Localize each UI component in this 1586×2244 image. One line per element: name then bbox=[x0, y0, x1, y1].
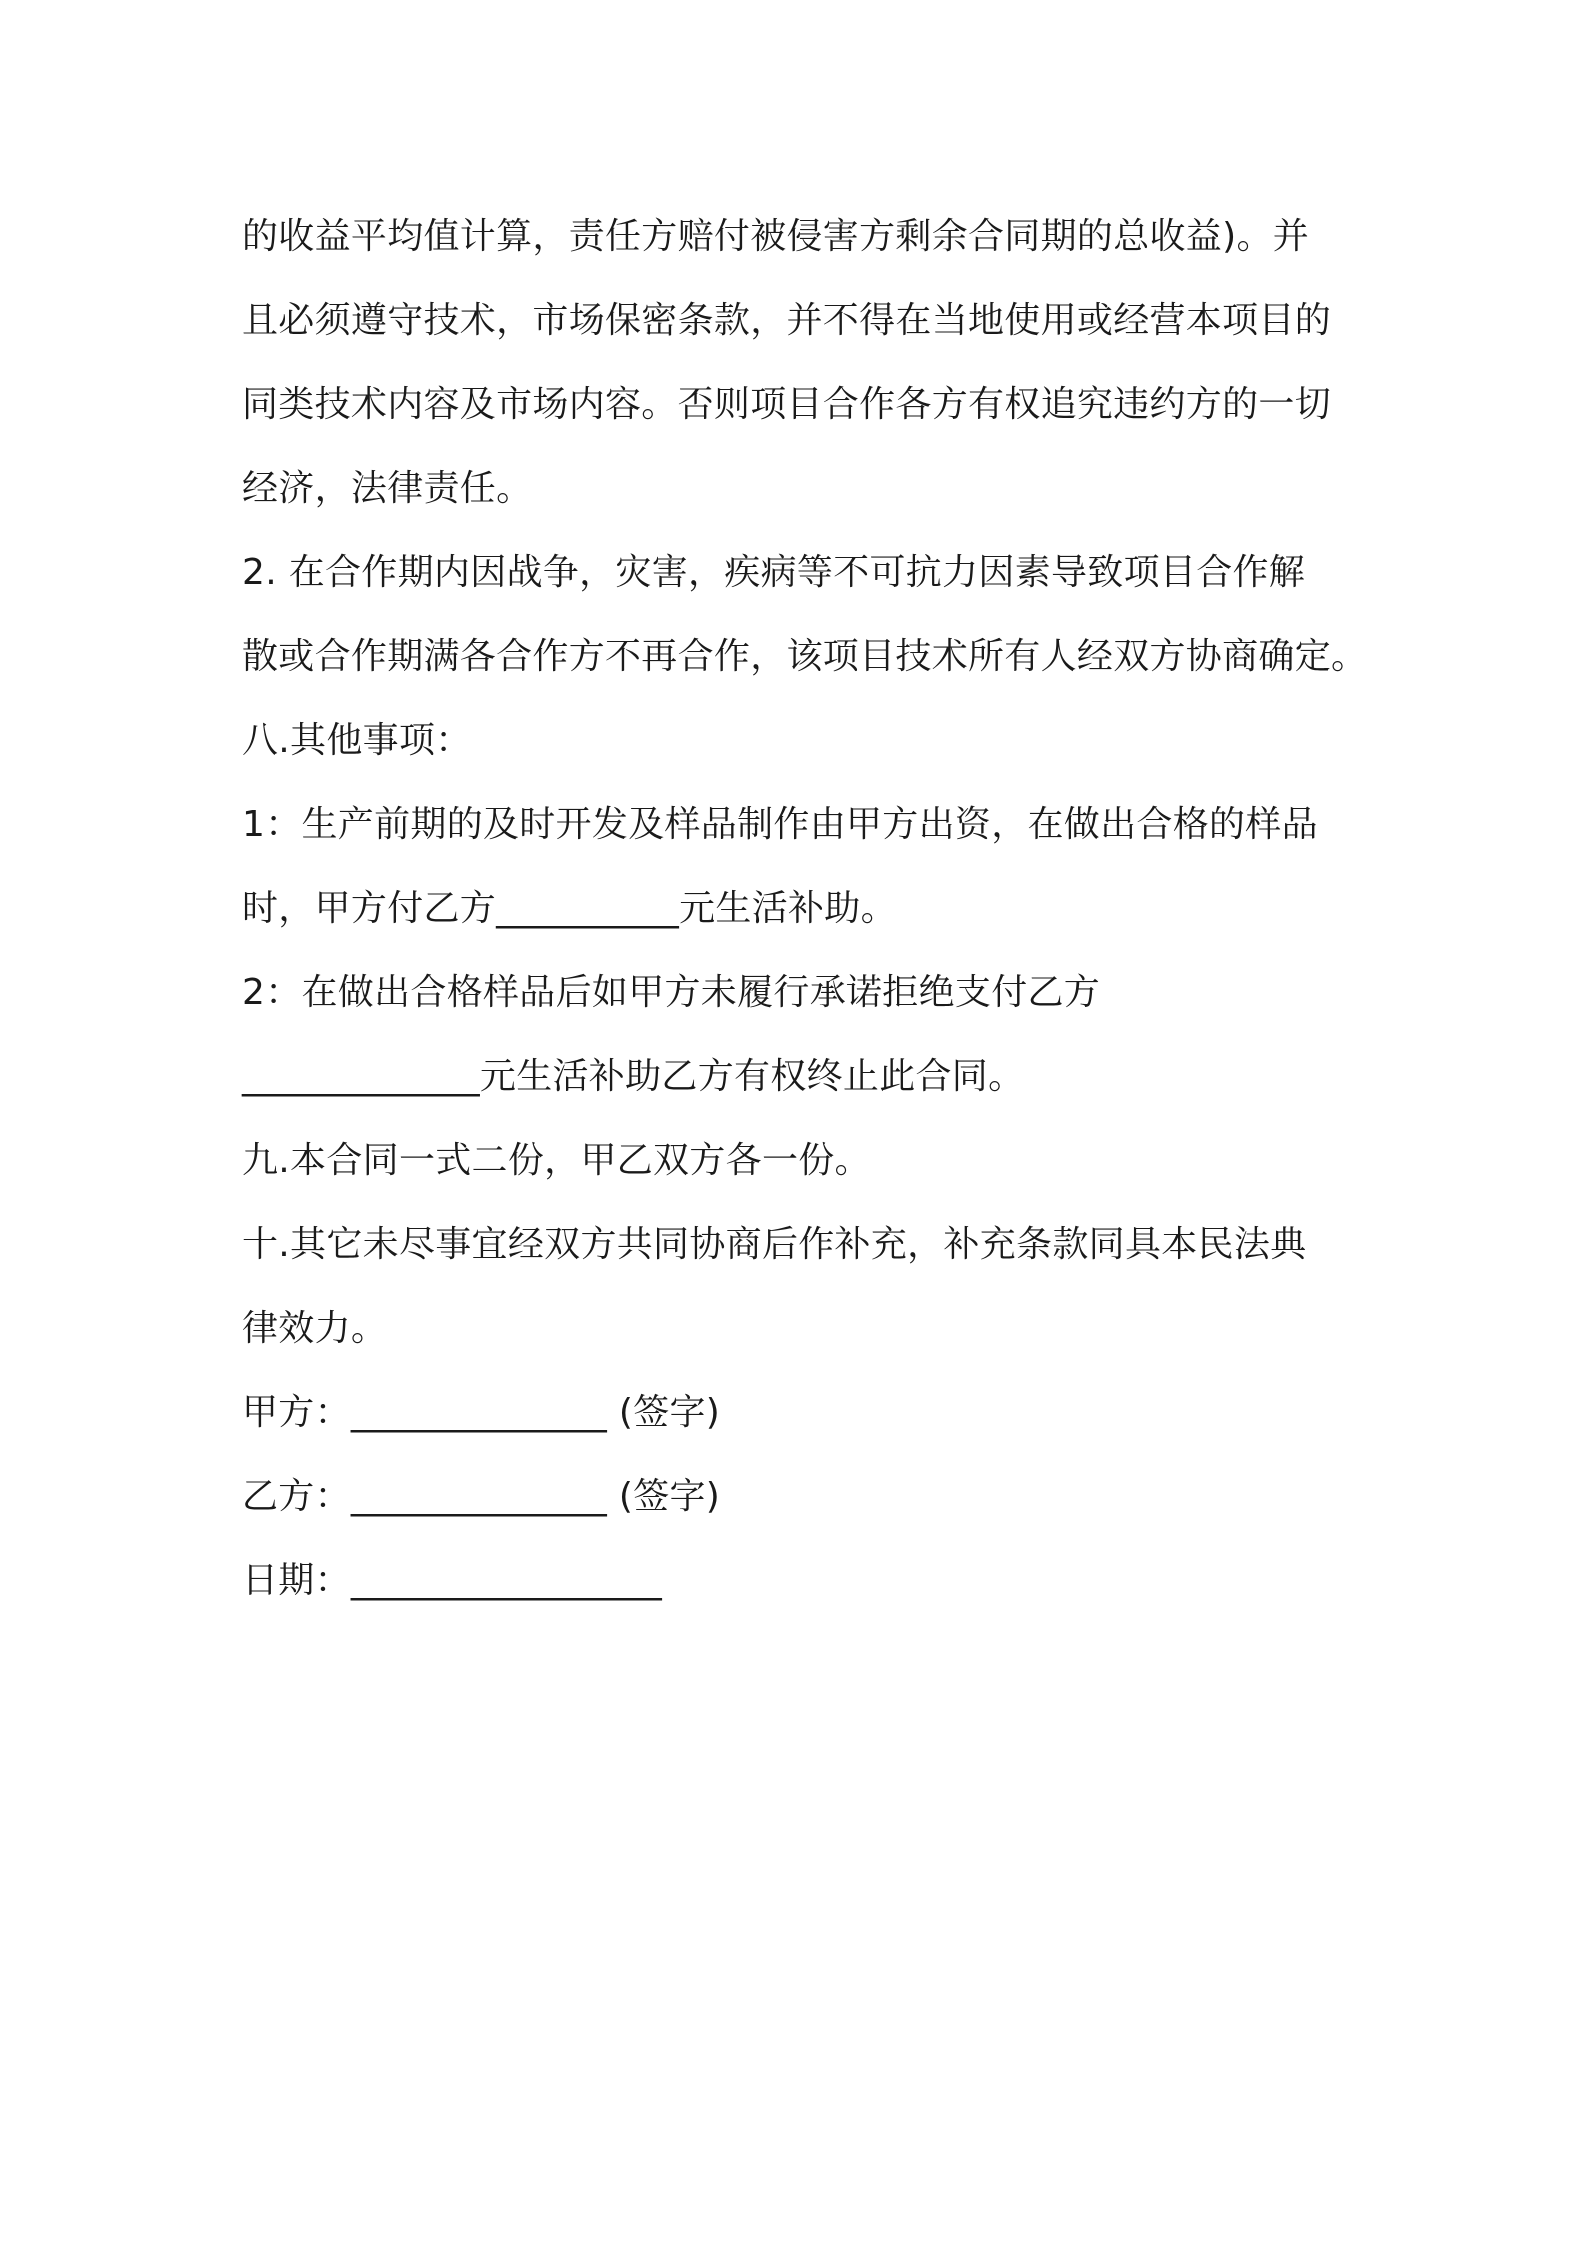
section-10-line-2: 律效力。 bbox=[242, 1308, 388, 1349]
section-8-heading: 八.其他事项： bbox=[242, 720, 472, 761]
clause-2-line-2: 散或合作期满各合作方不再合作，该项目技术所有人经双方协商确定。 bbox=[242, 636, 1368, 677]
section-10-line-1: 十.其它未尽事宜经双方共同协商后作补充，补充条款同具本民法典 bbox=[242, 1224, 1307, 1265]
date-line: 日期：_________________ bbox=[242, 1560, 662, 1601]
section-8-item-1-line-1: 1：生产前期的及时开发及样品制作由甲方出资，在做出合格的样品 bbox=[242, 804, 1318, 845]
clause-2-line-1: 2. 在合作期内因战争，灾害，疾病等不可抗力因素导致项目合作解 bbox=[242, 552, 1306, 593]
party-b-signature-line: 乙方：______________ (签字) bbox=[242, 1476, 721, 1517]
contract-body-text bbox=[242, 195, 1382, 1623]
section-8-item-2-line-2: _____________元生活补助乙方有权终止此合同。 bbox=[242, 1056, 1025, 1097]
section-9: 九.本合同一式二份，甲乙双方各一份。 bbox=[242, 1140, 871, 1181]
text-line-3: 同类技术内容及市场内容。否则项目合作各方有权追究违约方的一切 bbox=[242, 384, 1332, 425]
text-line-2: 且必须遵守技术，市场保密条款，并不得在当地使用或经营本项目的 bbox=[242, 300, 1332, 341]
text-line-4: 经济，法律责任。 bbox=[242, 468, 533, 509]
section-8-item-2-line-1: 2：在做出合格样品后如甲方未履行承诺拒绝支付乙方 bbox=[242, 972, 1101, 1013]
party-a-signature-line: 甲方：______________ (签字) bbox=[242, 1392, 721, 1433]
text-line-1: 的收益平均值计算，责任方赔付被侵害方剩余合同期的总收益)。并 bbox=[242, 216, 1310, 257]
section-8-item-1-line-2: 时，甲方付乙方__________元生活补助。 bbox=[242, 888, 897, 929]
